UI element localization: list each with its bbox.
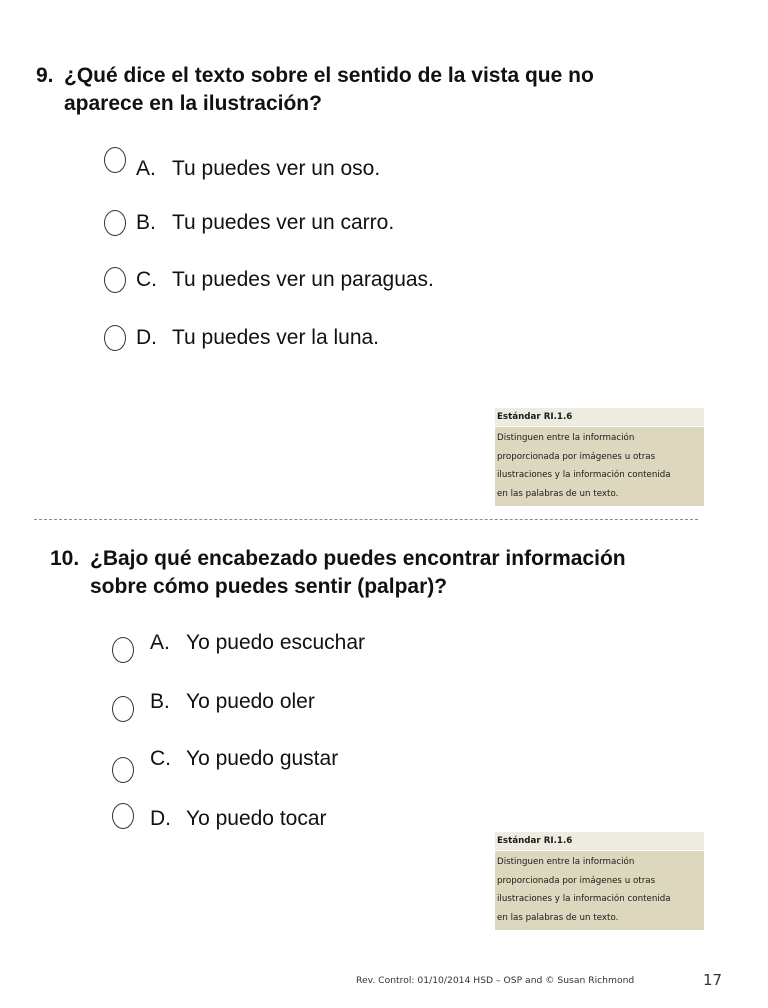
radio-circle[interactable] [112,757,134,783]
radio-circle[interactable] [104,267,126,293]
question-line: ¿Qué dice el texto sobre el sentido de la vista que no [64,64,594,87]
standard-line: Distinguen entre la información [497,857,635,867]
question-9-option-a[interactable] [104,143,381,180]
question-number: 9. [36,64,54,87]
radio-circle[interactable] [112,637,134,663]
question-10-option-c[interactable] [112,742,338,776]
option-text: Tu puedes ver la luna. [172,326,380,349]
option-letter: C. [150,747,171,770]
option-text: Yo puedo tocar [186,807,327,830]
question-line: ¿Bajo qué encabezado puedes encontrar información [90,547,626,570]
footer-revision-text: Rev. Control: 01/10/2014 HSD – OSP and © Susan Richmond [356,975,635,986]
standard-line: ilustraciones y la información contenida [497,470,671,480]
standard-description [495,427,704,506]
question-9-option-d[interactable] [104,321,379,355]
option-text: Tu puedes ver un paraguas. [172,268,434,291]
standard-title: Estándar RI.1.6 [495,408,704,427]
option-text: Yo puedo oler [186,690,315,713]
standard-line: proporcionada por imágenes u otras [497,875,656,886]
question-9-option-c[interactable] [104,263,434,297]
question-10-option-d[interactable] [112,799,327,833]
radio-circle[interactable] [104,325,126,351]
standard-box-9 [495,408,704,506]
question-9-option-b[interactable] [104,206,394,240]
standard-box-10 [495,832,704,930]
option-letter: D. [136,326,157,349]
option-text: Tu puedes ver un carro. [172,211,395,234]
radio-circle[interactable] [104,210,126,236]
question-10-option-a[interactable] [112,626,365,660]
radio-circle[interactable] [112,696,134,722]
radio-circle[interactable] [104,147,126,173]
standard-description [495,851,704,930]
section-divider [34,519,698,520]
option-letter: B. [136,211,156,234]
question-9-text [36,62,716,118]
question-number: 10. [50,547,80,570]
option-letter: C. [136,268,157,291]
question-10-option-b[interactable] [112,685,315,719]
question-line: sobre cómo puedes sentir (palpar)? [90,575,448,598]
standard-title: Estándar RI.1.6 [495,832,704,851]
standard-line: Distinguen entre la información [497,433,635,443]
option-letter: A. [150,631,170,654]
option-text: Yo puedo gustar [186,747,339,770]
option-text: Yo puedo escuchar [186,631,366,654]
standard-line: en las palabras de un texto. [497,488,619,499]
question-line: aparece en la ilustración? [64,92,322,115]
option-letter: B. [150,690,170,713]
standard-line: en las palabras de un texto. [497,912,619,923]
page-number: 17 [703,971,723,989]
option-letter: D. [150,807,171,830]
question-10-text [50,545,730,601]
option-text: Tu puedes ver un oso. [172,157,381,180]
standard-line: ilustraciones y la información contenida [497,894,671,904]
option-letter: A. [136,157,156,180]
standard-line: proporcionada por imágenes u otras [497,451,656,462]
radio-circle[interactable] [112,803,134,829]
